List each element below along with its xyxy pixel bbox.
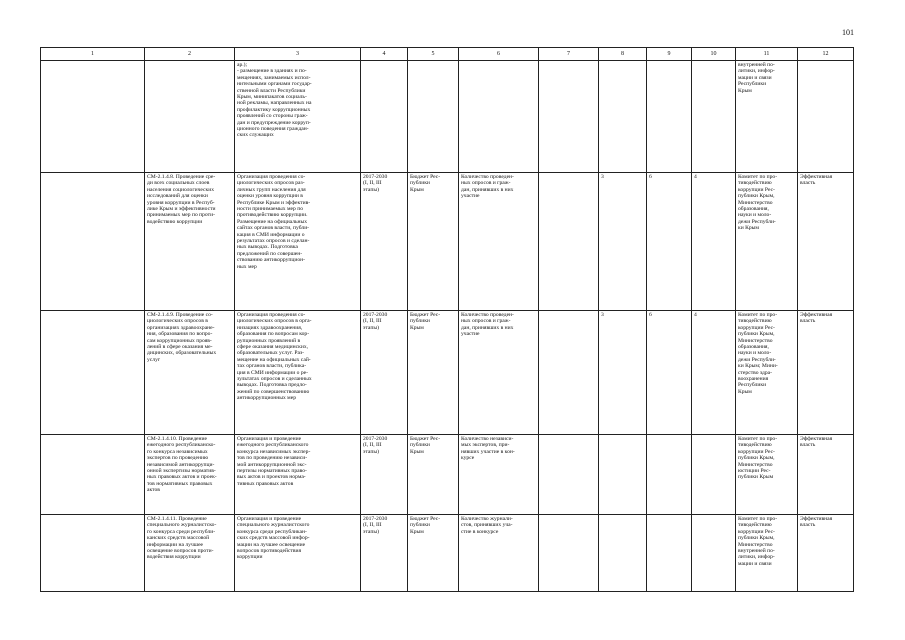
- row-number-cell: [41, 61, 145, 173]
- responsible-cell: Комитет по про- тиводействию коррупции Рес- публики Крым, Министерство внутренней по- литики, инфор- мации и связи: [736, 515, 798, 592]
- value-cell: 4: [692, 311, 736, 435]
- row-number-cell: [41, 435, 145, 515]
- description-cell: Организация и проведение ежегодного республиканского конкурса независимых экспер- тов по проведению независи- мой антикоррупционной экс- пертизы нормативных право- вых актов и проектов норма- тивных правовых актов: [235, 435, 361, 515]
- value-cell: [599, 435, 647, 515]
- value-cell: [647, 515, 692, 592]
- column-header: 9: [647, 48, 692, 61]
- measure-cell: [145, 61, 235, 173]
- description-cell: Организация проведения со- циологических опросов раз- личных групп населения для оценки уровня коррупции в Республике Крым и эффектив- ности принимаемых мер по противодействию коррупции. Размещение на официальных сайтах органов власти, публи- кация в СМИ информации о результатах опросов и сделан- ных выводах. Подготовка предложений по совершен- ствованию антикоррупцион- ных мер: [235, 173, 361, 311]
- value-cell: 6: [647, 311, 692, 435]
- column-header: 5: [408, 48, 459, 61]
- value-cell: [539, 515, 599, 592]
- period-cell: 2017-2030 (I, II, III этапы): [361, 515, 408, 592]
- responsible-cell: Комитет по про- тиводействию коррупции Рес- публики Крым, Министерство юстиции Рес- публики Крым: [736, 435, 798, 515]
- column-header: 10: [692, 48, 736, 61]
- responsible-cell: внутренней по- литики, инфор- мации и связи Республики Крым: [736, 61, 798, 173]
- column-header: 2: [145, 48, 235, 61]
- description-cell: Организация проведения со- циологических опросов в орга- низациях здравоохранения, образования по вопросам кор- рупционных проявлений в сфере оказания медицинских, образовательных услуг. Раз- мещение на официальных сай- тах органов власти, публика- ция в СМИ информации о ре- зультатах опросов и сделанных выводах. Подготовка предло- жений по совершенствованию антикоррупционных мер: [235, 311, 361, 435]
- measure-cell: СМ-2.1.4.11. Проведение специального журналистско- го конкурса среди республи- канских средств массовой информации на лучшее освещение вопросов проти- водействия коррупции: [145, 515, 235, 592]
- value-cell: [539, 311, 599, 435]
- value-cell: 3: [599, 173, 647, 311]
- table-row: [41, 311, 854, 435]
- column-header: 6: [459, 48, 539, 61]
- responsible-cell: Комитет по про- тиводействию коррупции Рес- публики Крым, Министерство образования, науки и моло- дежи Республи- ки Крым; Мини- стерство здра- воохранения Республики Крым: [736, 311, 798, 435]
- column-header: 3: [235, 48, 361, 61]
- table-row: [41, 173, 854, 311]
- funding-cell: Бюджет Рес- публики Крым: [408, 173, 459, 311]
- row-number-cell: [41, 173, 145, 311]
- funding-cell: [408, 61, 459, 173]
- value-cell: [647, 61, 692, 173]
- funding-cell: Бюджет Рес- публики Крым: [408, 435, 459, 515]
- row-number-cell: [41, 515, 145, 592]
- funding-cell: Бюджет Рес- публики Крым: [408, 515, 459, 592]
- program-cell: Эффективная власть: [798, 435, 854, 515]
- table-row: [41, 61, 854, 173]
- period-cell: [361, 61, 408, 173]
- column-header: 4: [361, 48, 408, 61]
- value-cell: [692, 435, 736, 515]
- program-cell: [798, 61, 854, 173]
- column-header: 12: [798, 48, 854, 61]
- value-cell: 6: [647, 173, 692, 311]
- indicator-cell: Количество проведен- ных опросов и граж- дан, принявших в них участие: [459, 311, 539, 435]
- indicator-cell: Количество проведен- ных опросов и граж- дан, принявших в них участие: [459, 173, 539, 311]
- measure-cell: СМ-2.1.4.10. Проведение ежегодного республиканско- го конкурса независимых экспертов по проведению независимой антикоррупци- онной экспертизы норматив- ных правовых актов и проек- тов нормативных правовых актов: [145, 435, 235, 515]
- program-cell: Эффективная власть: [798, 515, 854, 592]
- responsible-cell: Комитет по про- тиводействию коррупции Рес- публики Крым, Министерство образования, науки и моло- дежи Республи- ки Крым: [736, 173, 798, 311]
- table-row: [41, 515, 854, 592]
- funding-cell: Бюджет Рес- публики Крым: [408, 311, 459, 435]
- indicator-cell: Количество независи- мых экспертов, при- нявших участие в кон- курсе: [459, 435, 539, 515]
- value-cell: 3: [599, 311, 647, 435]
- description-cell: Организация и проведение специального журналистского конкурса среди республикан- ских средств массовой инфор- мации на лучшее освещение вопросов противодействия коррупции: [235, 515, 361, 592]
- column-number-row: [41, 48, 854, 61]
- indicator-cell: [459, 61, 539, 173]
- column-header: 1: [41, 48, 145, 61]
- value-cell: [599, 515, 647, 592]
- value-cell: [647, 435, 692, 515]
- table-row: [41, 435, 854, 515]
- description-cell: ар.); - размещение в зданиях и по- мещениях, занимаемых испол- нительными органами государ- ственной власти Республики Крым, минипакатов социаль- ной рекламы, направленных на профилактику коррупционных проявлений со стороны граж- дан и предупреждение корруп- ционного поведения граждан- ских служащих: [235, 61, 361, 173]
- measure-cell: СМ-2.1.4.9. Проведение со- циологических опросов в организациях здравоохране- ния, образования по вопро- сам коррупционных прояв- лений в сфере оказания ме- дицинских, образовательных услуг: [145, 311, 235, 435]
- row-number-cell: [41, 311, 145, 435]
- period-cell: 2017-2030 (I, II, III этапы): [361, 311, 408, 435]
- column-header: 8: [599, 48, 647, 61]
- table-body: [41, 48, 854, 592]
- page-number: 101: [842, 28, 854, 37]
- value-cell: [692, 61, 736, 173]
- period-cell: 2017-2030 (I, II, III этапы): [361, 173, 408, 311]
- value-cell: [539, 61, 599, 173]
- measure-cell: СМ-2.1.4.8. Проведение сре- ди всех социальных слоев населения социологических исследований для оценки уровня коррупции в Респуб- лике Крым и эффективности принимаемых мер по проти- водействию коррупции: [145, 173, 235, 311]
- value-cell: [599, 61, 647, 173]
- program-cell: Эффективная власть: [798, 311, 854, 435]
- value-cell: [539, 173, 599, 311]
- value-cell: [539, 435, 599, 515]
- value-cell: [692, 515, 736, 592]
- column-header: 11: [736, 48, 798, 61]
- period-cell: 2017-2030 (I, II, III этапы): [361, 435, 408, 515]
- column-header: 7: [539, 48, 599, 61]
- value-cell: 4: [692, 173, 736, 311]
- measures-table: [40, 47, 854, 592]
- indicator-cell: Количество журнали- стов, принявших уча- стие в конкурсе: [459, 515, 539, 592]
- program-cell: Эффективная власть: [798, 173, 854, 311]
